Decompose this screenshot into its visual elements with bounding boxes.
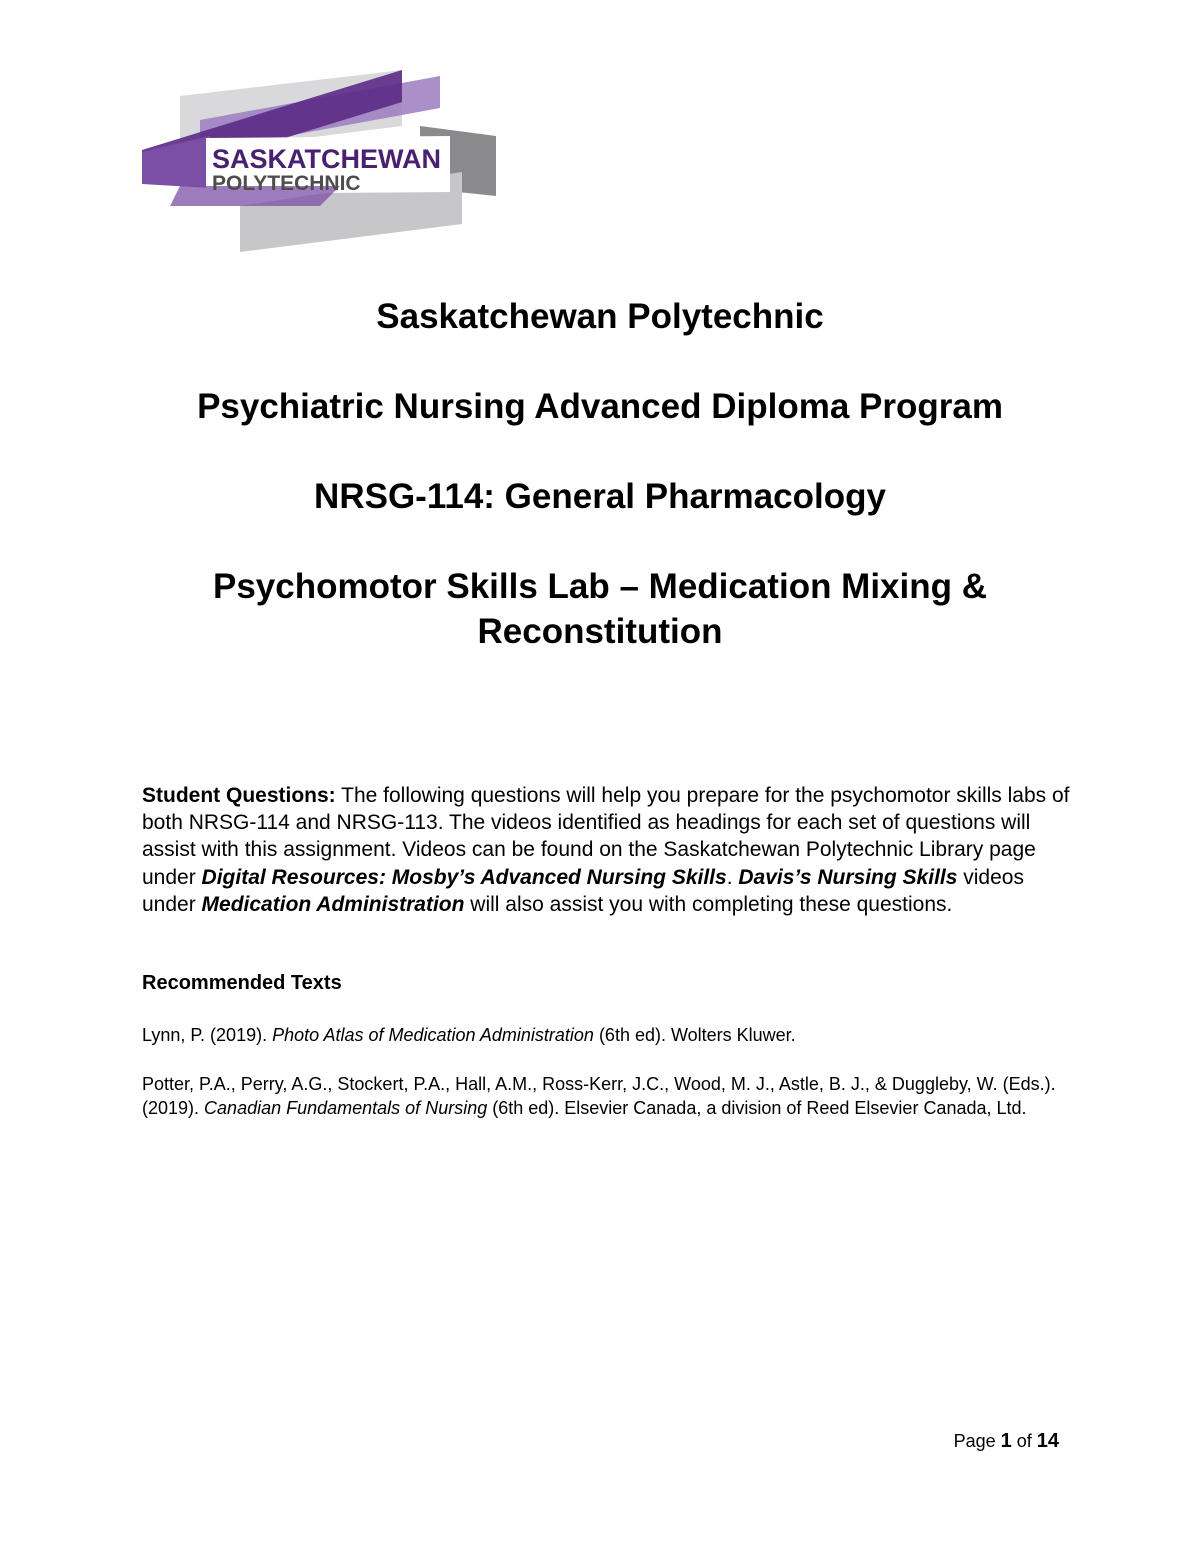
recommended-texts-heading: Recommended Texts xyxy=(142,972,342,994)
page-current: 1 xyxy=(1000,1430,1012,1452)
lab-title-line2: Reconstitution xyxy=(477,612,723,651)
reference-lynn xyxy=(142,1024,1072,1047)
student-questions-label: Student Questions: xyxy=(142,784,336,807)
intro-text-4: will also assist you with completing these questions. xyxy=(464,892,953,916)
reference-lynn-publisher: (6th ed). Wolters Kluwer. xyxy=(593,1025,796,1045)
intro-emphasis-mosby: Digital Resources: Mosby’s Advanced Nursing Skills xyxy=(201,865,727,889)
page-total: 14 xyxy=(1036,1430,1059,1452)
intro-text-3: videos under xyxy=(142,865,1024,916)
reference-potter-title: Canadian Fundamentals of Nursing xyxy=(204,1097,488,1118)
lab-title xyxy=(100,564,1100,654)
reference-lynn-title: Photo Atlas of Medication Administration xyxy=(272,1025,594,1045)
intro-emphasis-med-admin: Medication Administration xyxy=(201,892,465,916)
logo-text-line1: SASKATCHEWAN xyxy=(212,144,441,174)
page-number xyxy=(954,1430,1059,1453)
intro-emphasis-davis: Davis’s Nursing Skills xyxy=(738,865,958,889)
program-title: Psychiatric Nursing Advanced Diploma Program xyxy=(197,387,1003,426)
page-word: Page xyxy=(953,1431,1001,1451)
course-title: NRSG-114: General Pharmacology xyxy=(314,477,886,516)
student-questions-paragraph xyxy=(142,782,1072,918)
reference-potter-publisher: (6th ed). Elsevier Canada, a division of Reed Elsevier Canada, Ltd. xyxy=(487,1097,1027,1118)
institution-title: Saskatchewan Polytechnic xyxy=(376,297,824,336)
lab-title-line1: Psychomotor Skills Lab – Medication Mixing & xyxy=(212,567,988,606)
reference-potter-authors: Potter, P.A., Perry, A.G., Stockert, P.A., Hall, A.M., Ross-Kerr, J.C., Wood, M. J., Astle, B. J., & Duggleby, W. (Eds.). (2019). xyxy=(142,1074,1056,1118)
reference-lynn-authors: Lynn, P. (2019). xyxy=(142,1025,273,1045)
reference-potter xyxy=(142,1073,1072,1120)
saskatchewan-polytechnic-logo xyxy=(140,66,500,256)
logo-graphic xyxy=(140,66,500,256)
intro-text-2: . xyxy=(726,865,739,889)
of-word: of xyxy=(1011,1431,1037,1451)
logo-text-line2: POLYTECHNIC xyxy=(212,172,361,195)
intro-text-1: The following questions will help you prepare for the psychomotor skills labs of both NRSG-114 and NRSG-113. The videos identified as headings for each set of questions will assist with this assignment. Videos can be found on the Saskatchewan Polytechnic Library page under xyxy=(142,784,1070,889)
